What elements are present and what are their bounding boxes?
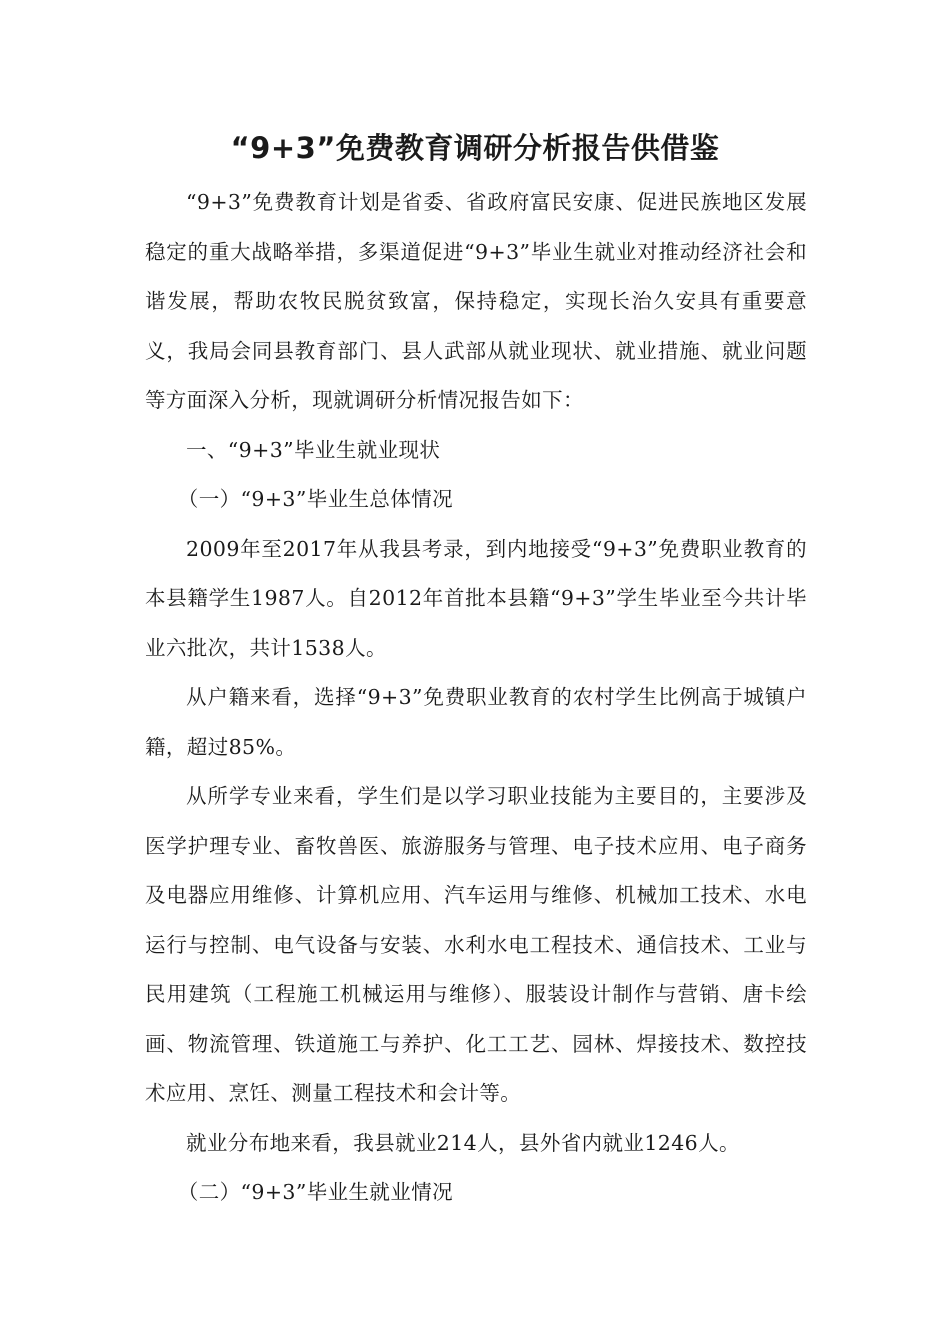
subsection-heading-1: （一）“9+3”毕业生总体情况 xyxy=(177,487,454,511)
subsection-heading-2: （二）“9+3”毕业生就业情况 xyxy=(177,1180,454,1204)
section-heading-1: 一、“9+3”毕业生就业现状 xyxy=(186,437,441,462)
intro-paragraph: “9+3”免费教育计划是省委、省政府富民安康、促进民族地区发展稳定的重大战略举措，多渠道促进“9+3”毕业生就业对推动经济社会和谐发展，帮助农牧民脱贫致富，保持稳定，实现长治久安具有重要意义，我局会同县教育部门、县人武部从就业现状、就业措施、就业问题等方面深入分析，现就调研分析情况报告如下： xyxy=(145,190,807,412)
paragraph-household: 从户籍来看，选择“9+3”免费职业教育的农村学生比例高于城镇户籍，超过85%。 xyxy=(145,685,807,759)
paragraph-distribution: 就业分布地来看，我县就业214人，县外省内就业1246人。 xyxy=(186,1130,740,1155)
document-title: “9+3”免费教育调研分析报告供借鉴 xyxy=(230,131,720,165)
document-body xyxy=(145,178,807,1218)
paragraph-majors: 从所学专业来看，学生们是以学习职业技能为主要目的，主要涉及医学护理专业、畜牧兽医、旅游服务与管理、电子技术应用、电子商务及电器应用维修、计算机应用、汽车运用与维修、机械加工技术、水电运行与控制、电气设备与安装、水利水电工程技术、通信技术、工业与民用建筑（工程施工机械运用与维修）、服装设计制作与营销、唐卡绘画、物流管理、铁道施工与养护、化工工艺、园林、焊接技术、数控技术应用、烹饪、测量工程技术和会计等。 xyxy=(145,784,807,1105)
paragraph-enrollment: 2009年至2017年从我县考录，到内地接受“9+3”免费职业教育的本县籍学生1987人。自2012年首批本县籍“9+3”学生毕业至今共计毕业六批次，共计1538人。 xyxy=(145,536,807,660)
